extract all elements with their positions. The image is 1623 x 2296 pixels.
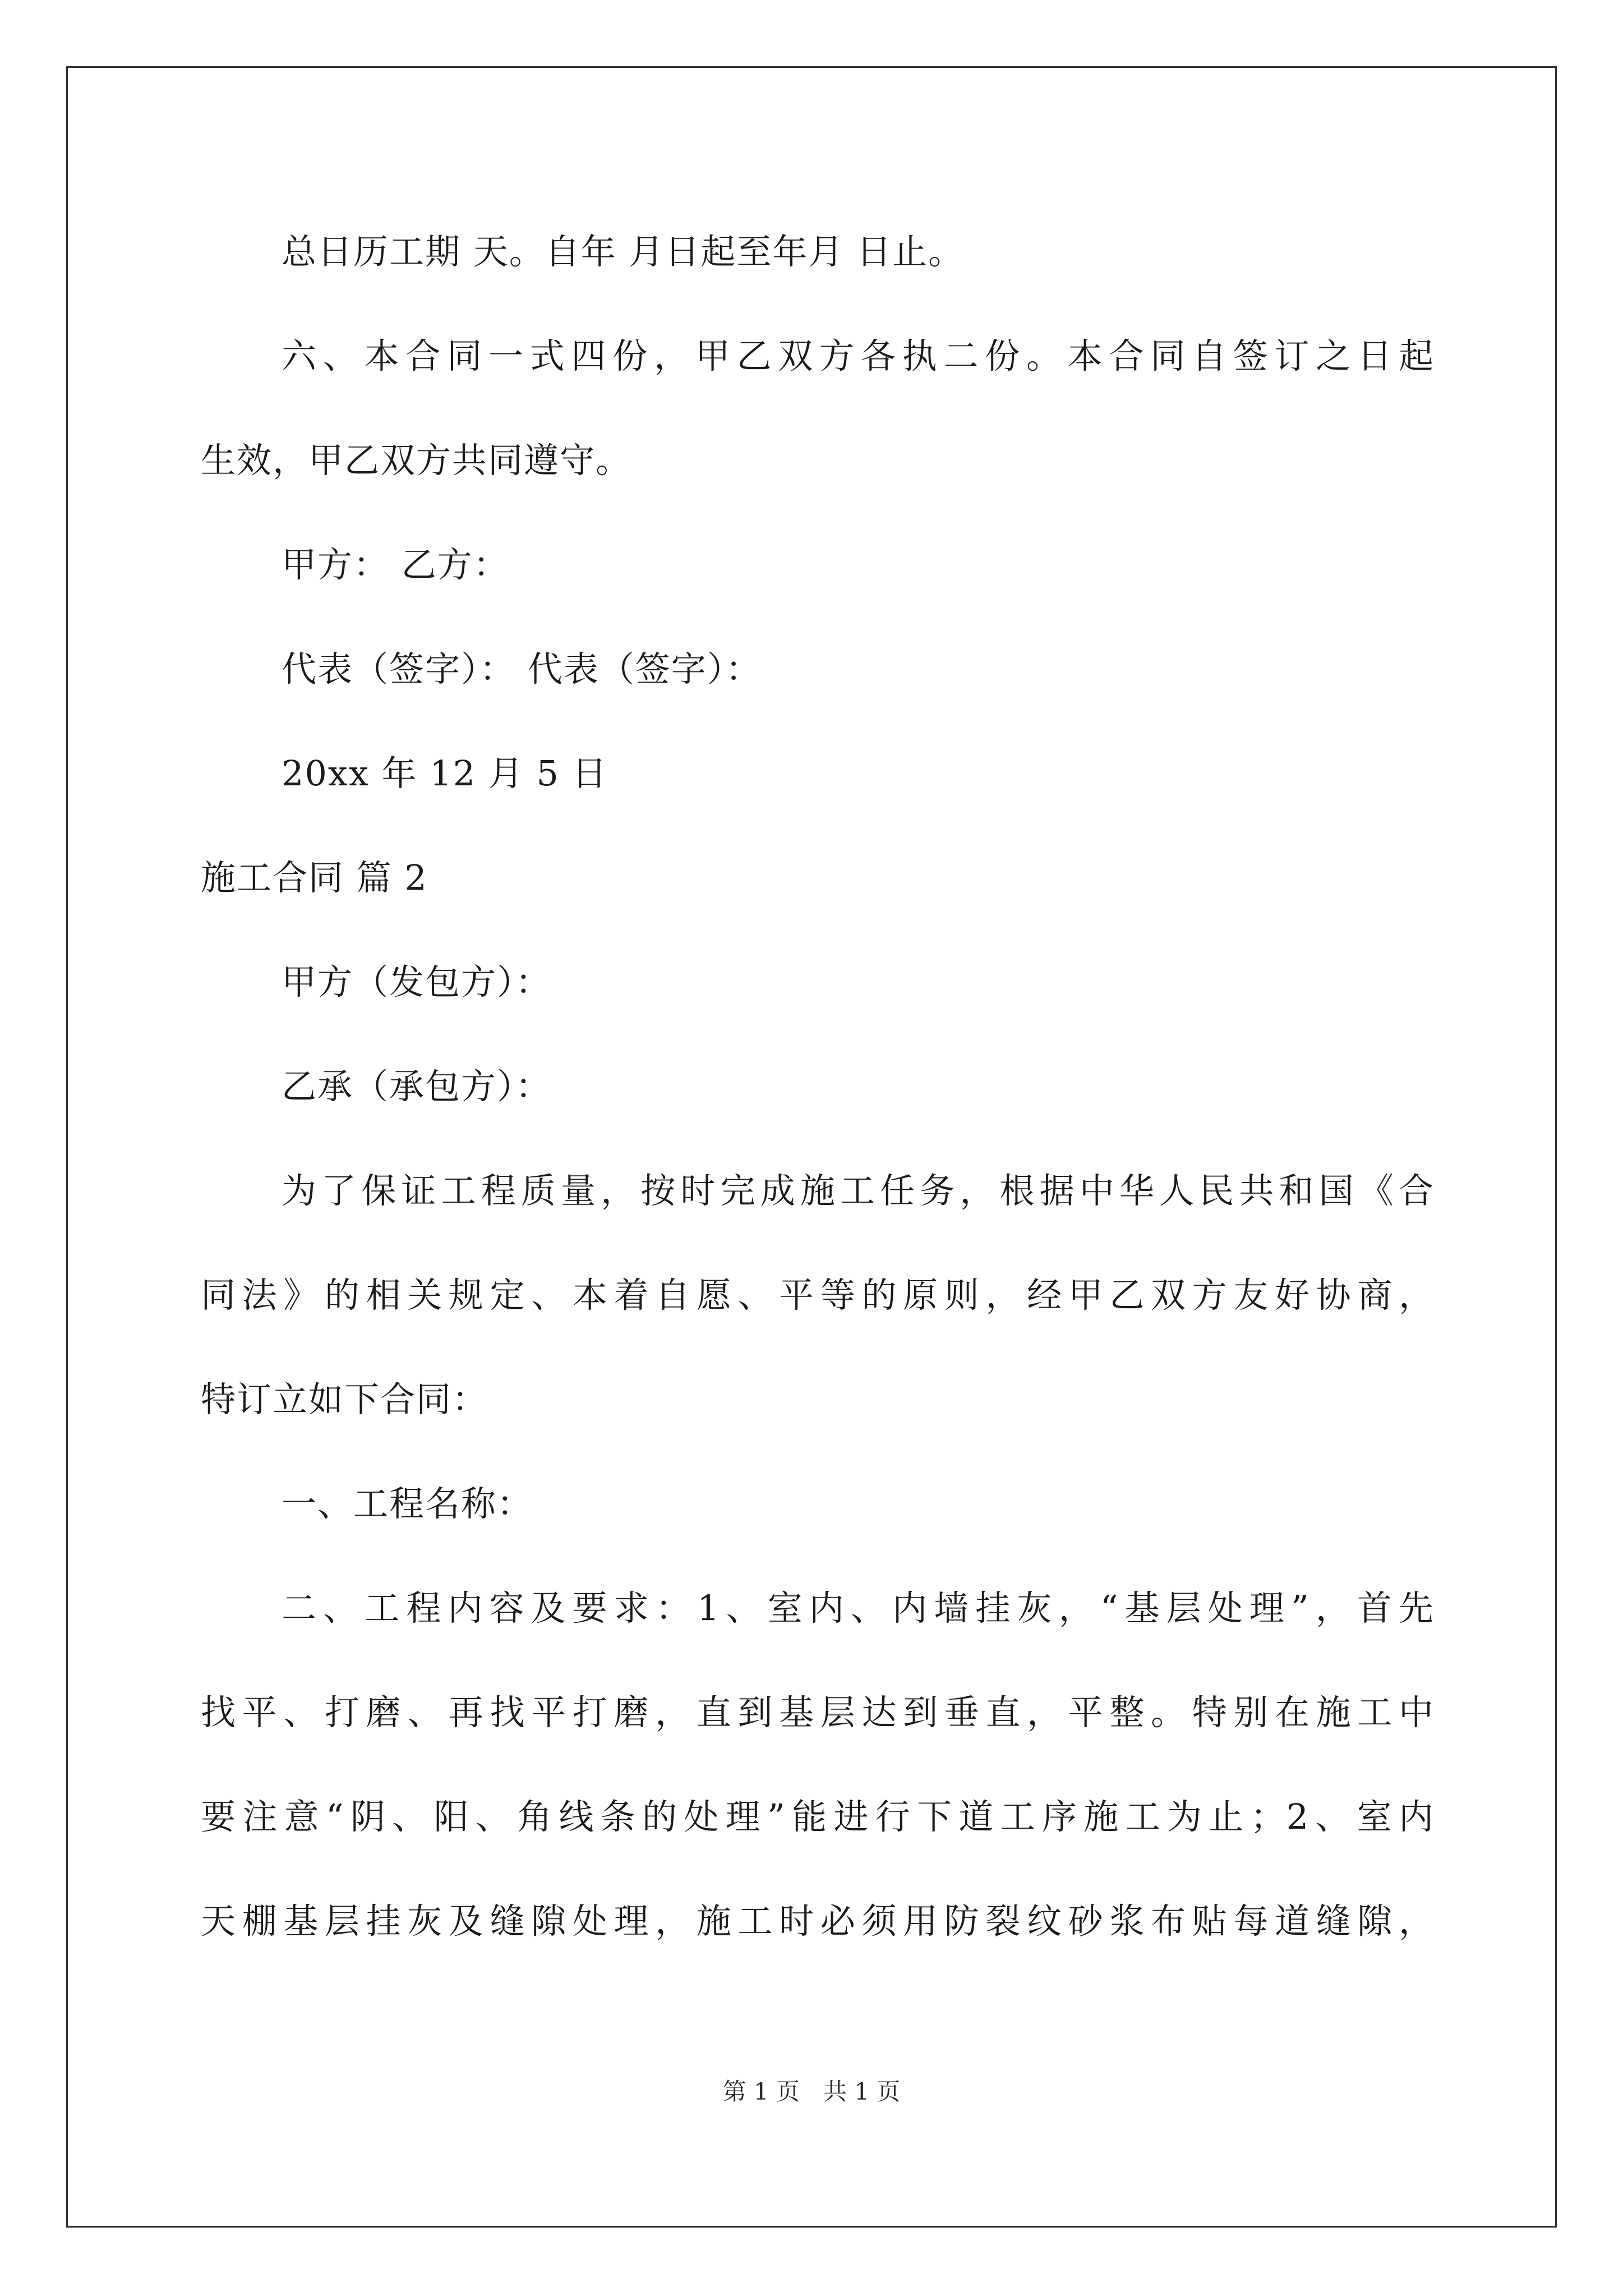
section-title: 施工合同 篇 2 — [201, 857, 428, 898]
text-line: 甲方（发包方）： — [282, 961, 552, 1002]
page-footer: 第 1 页 共 1 页 — [722, 2078, 901, 2105]
text-line: 六、本合同一式四份，甲乙双方各执二份。本合同自签订之日起 — [282, 335, 1435, 376]
text-line: 甲方： 乙方： — [282, 544, 509, 585]
text-line: 生效，甲乙双方共同遵守。 — [201, 440, 632, 481]
text-line: 要注意“阴、阳、角线条的处理”能进行下道工序施工为止；2、室内 — [201, 1796, 1435, 1837]
date-line: 20xx 年 12 月 5 日 — [282, 753, 608, 794]
text-line: 二、工程内容及要求：1、室内、内墙挂灰，“基层处理”，首先 — [282, 1588, 1435, 1628]
text-line: 为了保证工程质量，按时完成施工任务，根据中华人民共和国《合 — [282, 1170, 1435, 1211]
text-line: 总日历工期 天。自年 月日起至年月 日止。 — [282, 231, 965, 272]
text-line: 找平、打磨、再找平打磨，直到基层达到垂直，平整。特别在施工中 — [201, 1692, 1435, 1733]
text-line: 一、工程名称： — [282, 1483, 533, 1524]
text-line: 特订立如下合同： — [201, 1379, 488, 1420]
text-line: 同法》的相关规定、本着自愿、平等的原则，经甲乙双方友好协商， — [201, 1274, 1435, 1315]
text-line: 代表（签字）： 代表（签字）： — [282, 648, 762, 689]
text-line: 天棚基层挂灰及缝隙处理，施工时必须用防裂纹砂浆布贴每道缝隙， — [201, 1901, 1435, 1941]
text-line: 乙承（承包方）： — [282, 1066, 552, 1107]
